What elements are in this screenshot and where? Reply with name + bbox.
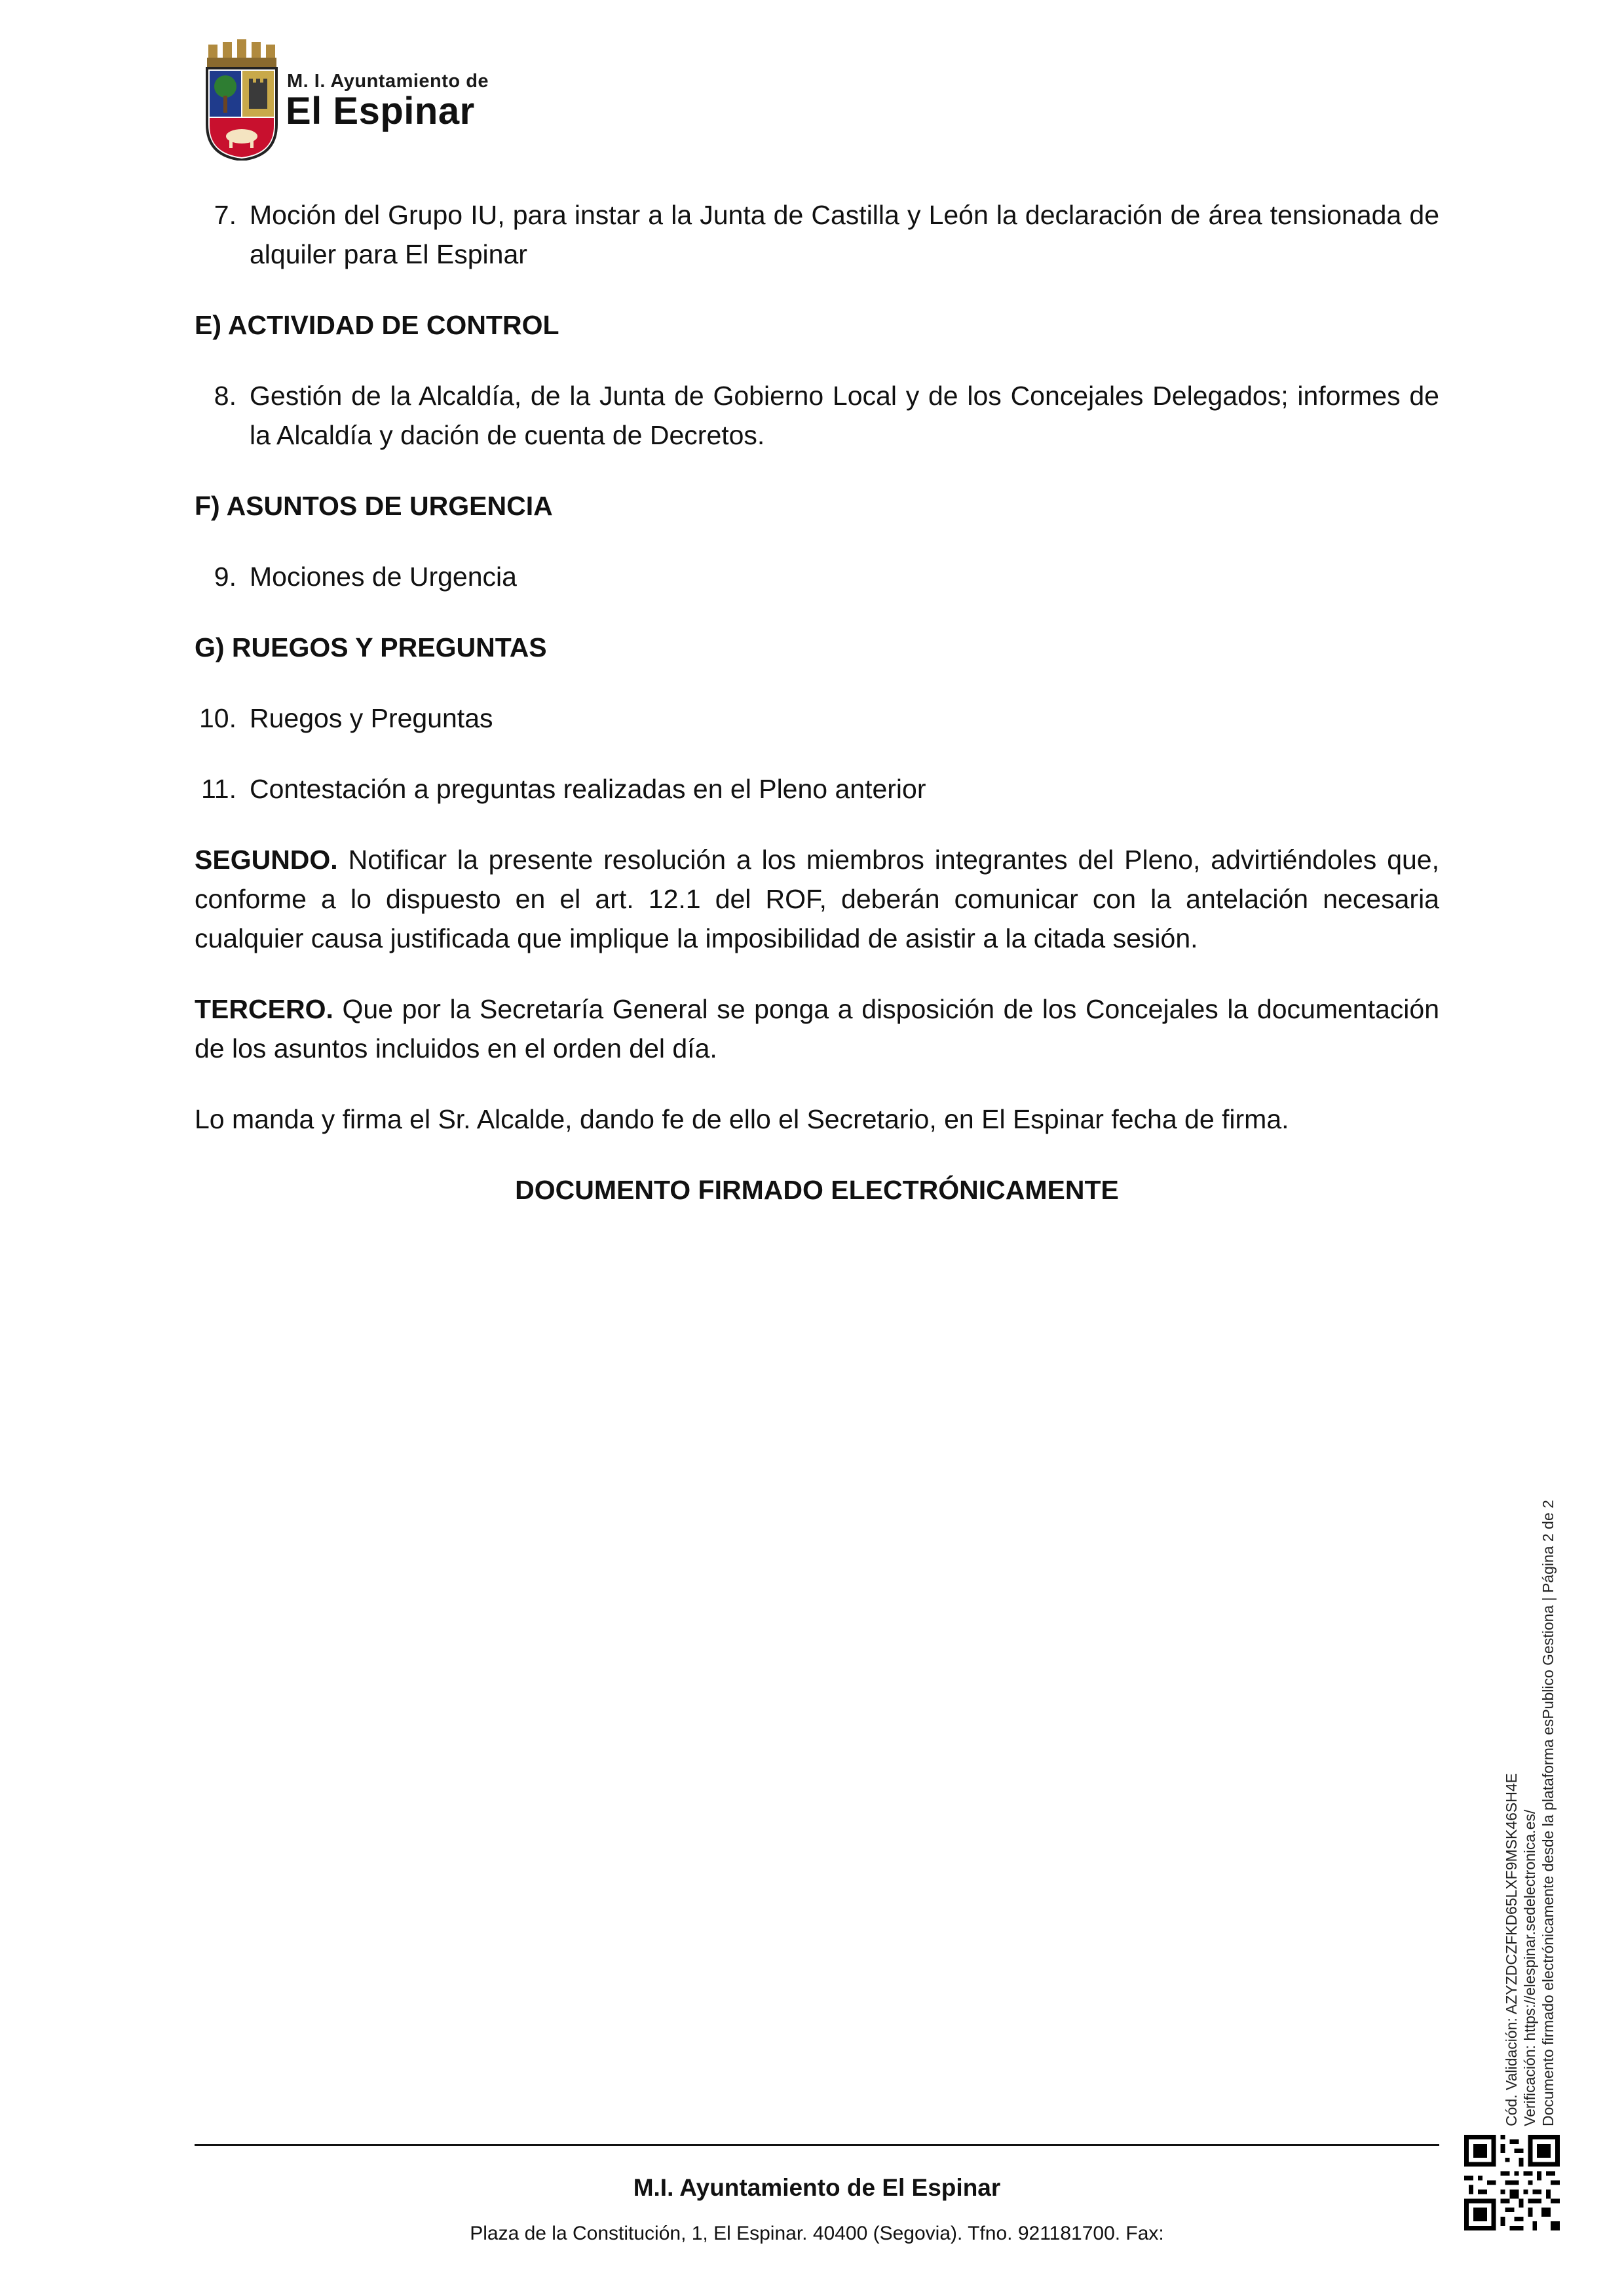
agenda-item-8 [195,376,1439,455]
resolution-label: SEGUNDO. [195,845,338,875]
resolution-text: Que por la Secretaría General se ponga a disposición de los Concejales la documentación de los asuntos incluidos en el orden del día. [195,994,1439,1063]
section-heading-f: F) ASUNTOS DE URGENCIA [195,491,553,521]
section-heading-g: G) RUEGOS Y PREGUNTAS [195,632,547,662]
agenda-item-11 [195,769,1439,809]
resolution-text: Notificar la presente resolución a los miembros integrantes del Pleno, advirtiéndoles que, conforme a lo dispuesto en el art. 12.1 del ROF, deberán comunicar con la antelación necesaria cualquier causa justificada que implique la imposibilidad de asistir a la citada sesión. [195,845,1439,953]
agenda-item-9 [195,557,1439,596]
logo-subtitle: M. I. Ayuntamiento de [287,71,489,92]
signed-notice: DOCUMENTO FIRMADO ELECTRÓNICAMENTE [515,1175,1119,1205]
validation-code: Cód. Validación: AZYZDCZFKD65LXF9MSK46SH4E [1503,1772,1520,2126]
municipality-logo [203,39,489,161]
agenda-item-7 [195,195,1439,274]
logo-title: El Espinar [286,90,475,132]
resolution-label: TERCERO. [195,994,333,1024]
footer-divider [195,2144,1439,2146]
coat-of-arms-icon [203,39,278,161]
agenda-item-10 [195,698,1439,738]
footer-address: Plaza de la Constitución, 1, El Espinar. 40400 (Segovia). Tfno. 921181700. Fax: [470,2223,1164,2244]
verification-url[interactable]: Verificación: https://elespinar.sedelectronica.es/ [1521,1809,1538,2126]
item-text: Contestación a preguntas realizadas en el Pleno anterior [250,774,926,804]
section-heading-e: E) ACTIVIDAD DE CONTROL [195,310,559,340]
item-text: Mociones de Urgencia [250,562,517,592]
item-number: 11. [201,774,236,804]
item-text: Ruegos y Preguntas [250,703,493,733]
footer-title: M.I. Ayuntamiento de El Espinar [633,2174,1001,2201]
item-text: Moción del Grupo IU, para instar a la Junta de Castilla y León la declaración de área tensionada de alquiler para El Espinar [250,200,1439,269]
item-number: 8. [214,381,236,411]
signature-platform-note: Documento firmado electrónicamente desde la plataforma esPublico Gestiona | Página 2 de 2 [1539,1500,1557,2126]
qr-code-icon [1464,2135,1560,2230]
item-text: Gestión de la Alcaldía, de la Junta de Gobierno Local y de los Concejales Delegados; informes de la Alcaldía y dación de cuenta de Decretos. [250,381,1439,450]
resolution-tercero [195,989,1439,1068]
resolution-segundo [195,840,1439,958]
item-number: 10. [199,703,236,733]
document-body [195,195,1439,1210]
item-number: 7. [214,200,236,230]
closing-paragraph: Lo manda y firma el Sr. Alcalde, dando fe de ello el Secretario, en El Espinar fecha de firma. [195,1104,1289,1134]
item-number: 9. [214,562,236,592]
